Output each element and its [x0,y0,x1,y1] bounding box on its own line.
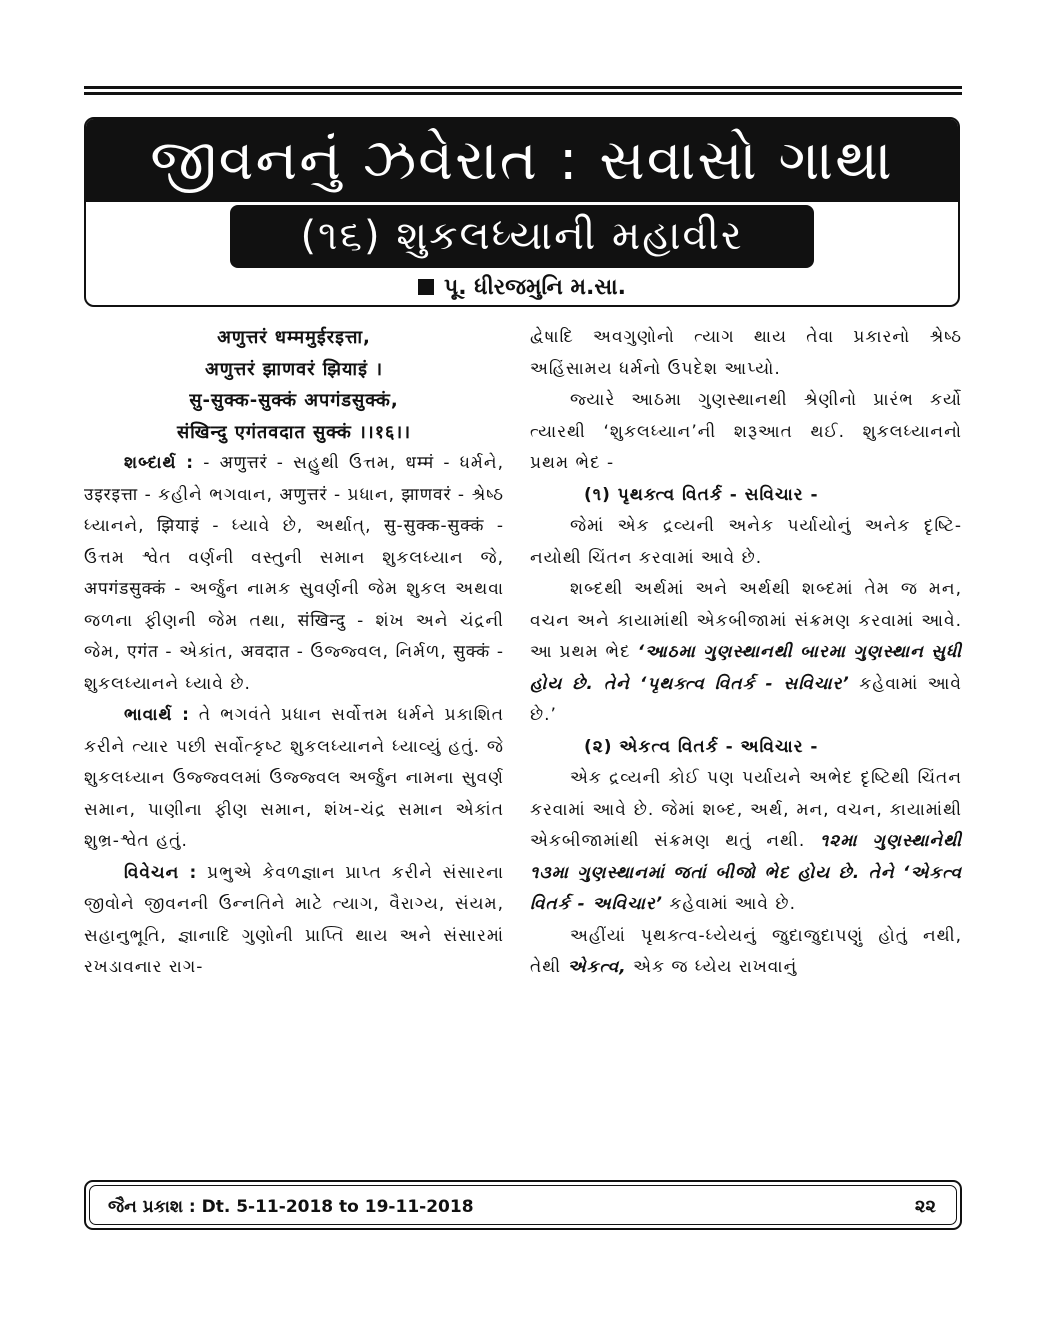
square-bullet-icon [418,279,434,295]
bhavarth-paragraph [84,700,504,858]
paragraph-5-end: કહેવામાં આવે છે. [662,894,796,914]
verse-line-1: अणुत्तरं धम्ममुईरइत्ता, [217,327,371,348]
section-heading-2: (૨) એકત્વ વિતર્ક - અવિચાર - [584,736,819,757]
shabdarth-label: શબ્દાર્થ : [124,453,195,473]
paragraph-4 [530,574,962,732]
page-footer [84,1180,962,1230]
paragraph-4-emphasis: ‘આઠમા ગુણસ્થાનથી બારમા ગુણસ્થાન સુધી હોય છે. તેને ‘પૃથક્ત્વ વિતર્ક - સવિચાર’ [530,642,963,694]
shabdarth-paragraph [84,448,504,700]
paragraph-6-text: અહીંયાં પૃથક્ત્વ-ધ્યેયનું જુદાજુદાપણું હોતું નથી, તેથી [530,925,962,977]
vivechan-text: પ્રભુએ કેવળજ્ઞાન પ્રાપ્ત કરીને સંસારના જીવોને જીવનની ઉન્નતિને માટે ત્યાગ, વૈરાગ્ય, સંયમ, સહાનુભૂતિ, જ્ઞાનાદિ ગુણોની પ્રાપ્તિ થાય અને સંસારમાં રખડાવનાર રાગ- [84,862,504,977]
paragraph-6-end: એક જ ધ્યેય રાખવાનું [626,957,798,977]
paragraph-4-text: શબ્દથી અર્થમાં અને અર્થથી શબ્દમાં તેમ જ મન, વચન અને કાયામાંથી એકબીજામાં સંક્રમણ કરવામાં આવે. આ પ્રથમ ભેદ [530,579,962,662]
publication-date: જૈન પ્રકાશ : Dt. 5-11-2018 to 19-11-2018 [108,1197,474,1217]
paragraph-5-emphasis: ૧૨મા ગુણસ્થાનેથી ૧૩મા ગુણસ્થાનમાં જતાં બીજો ભેદ હોય છે. તેને ‘એકત્વ વિતર્ક - અવિચાર’ [530,831,962,914]
verse-line-4: संखिन्दु एगंतवदात सुक्कं ।।१६।। [176,421,412,443]
top-rules [84,86,962,98]
verse-line-2: अणुत्तरं झाणवरं झियाइं । [204,358,384,380]
author-name: પૂ. ધીરજમુનિ મ.સા. [444,275,626,300]
paragraph-5 [530,763,962,921]
paragraph-3: જેમાં એક દ્રવ્યની અનેક પર્યાયોનું અનેક દૃષ્ટિ-નયોથી ચિંતન કરવામાં આવે છે. [530,516,962,568]
shabdarth-text: - अणुत्तरं - સહુથી ઉત્તમ, धम्मं - ધર્મને, उइरइत्ता - કહીને ભગવાન, अणुत्तरं - પ્રધાન, झाणवरं - શ્રેષ્ઠ ધ્યાનને, झियाइं - ધ્યાવે છે, અર્થાત્, सु-सुक्क-सुक्कं - ઉત્તમ શ્વેત વર્ણની વસ્તુની સમાન શુકલધ્યાન જે, अपगंडसुक्कं - અર્જુન નામક સુવર્ણની જેમ શુકલ અથવા જળના ફીણની જેમ તથા, संखिन्दु - શંખ અને ચંદ્રની જેમ, एगंत - એકાંત, अवदात - ઉજ્જ્વલ, નિર્મળ, सुक्कं - શુકલધ્યાનને ધ્યાવે છે. [84,453,504,694]
paragraph-2: જ્યારે આઠમા ગુણસ્થાનથી શ્રેણીનો પ્રારંભ કર્યો ત્યારથી ‘શુકલધ્યાન’ની શરૂઆત થઈ. શુકલધ્યાનનો પ્રથમ ભેદ - [530,390,962,473]
right-column [530,322,962,984]
vivechan-paragraph [84,858,504,984]
bhavarth-text: તે ભગવંતે પ્રધાન સર્વોત્તમ ધર્મને પ્રકાશિત કરીને ત્યાર પછી સર્વોત્કૃષ્ટ શુકલધ્યાનને ધ્યાવ્યું હતું. જે શુકલધ્યાન ઉજ્જ્વલમાં ઉજ્જ્વલ અર્જુન નામના સુવર્ણ સમાન, પાણીના ફીણ સમાન, શંખ-ચંદ્ર સમાન એકાંત શુભ્ર-શ્વેત હતું. [84,705,504,851]
footer-inner-border [89,1185,957,1225]
paragraph-1: દ્વેષાદિ અવગુણોનો ત્યાગ થાય તેવા પ્રકારનો શ્રેષ્ઠ અહિંસામય ધર્મનો ઉપદેશ આપ્યો. [530,327,962,379]
bhavarth-label: ભાવાર્થ : [124,705,190,725]
verse-line-3: सु-सुक्क-सुक्कं अपगंडसुक्कं, [189,390,399,411]
paragraph-5-text: એક દ્રવ્યની કોઈ પણ પર્યાયને અભેદ દૃષ્ટિથી ચિંતન કરવામાં આવે છે. જેમાં શબ્દ, અર્થ, મન, વચન, કાયામાંથી એકબીજામાંથી સંક્રમણ થતું નથી. [530,768,962,851]
author-line [86,269,958,307]
vivechan-label: વિવેચન : [124,862,198,883]
section-heading-1: (૧) પૃથક્ત્વ વિતર્ક - સવિચાર - [584,484,819,505]
left-column [84,322,504,984]
page-number: ૨૨ [914,1196,936,1217]
article-subtitle: (૧૬) શુકલધ્યાની મહાવીર [230,205,814,268]
article-title: જીવનનું ઝવેરાત : સવાસો ગાથા [86,119,958,202]
paragraph-6 [530,921,962,984]
paragraph-6-emphasis: એકત્વ, [567,957,627,977]
article-header [84,117,960,307]
paragraph-4-end: કહેવામાં આવે છે.’ [530,673,962,725]
